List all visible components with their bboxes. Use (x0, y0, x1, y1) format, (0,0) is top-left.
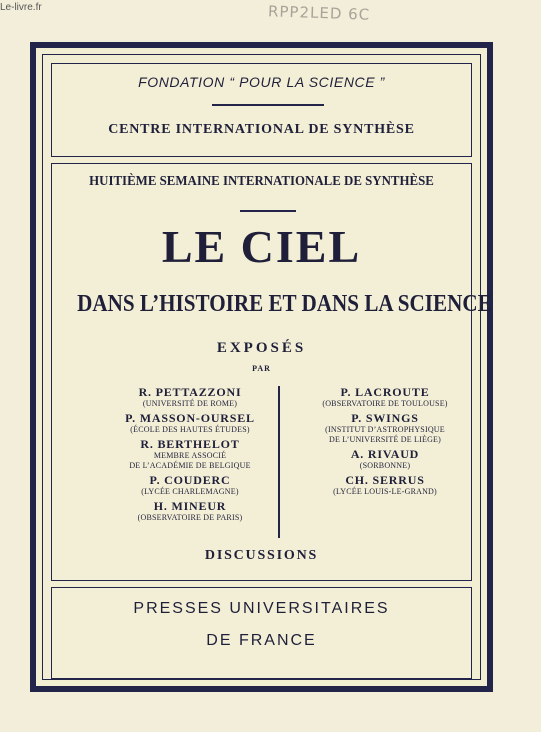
author-affiliation: MEMBRE ASSOCIÉ (153, 451, 227, 460)
author-name: P. LACROUTE (340, 385, 430, 399)
pencil-note: RPP2LED 6C (267, 2, 371, 24)
exposes-label: EXPOSÉS (216, 340, 307, 356)
author-name: R. BERTHELOT (140, 437, 240, 451)
author-affiliation: (UNIVERSITÉ DE ROME) (142, 399, 238, 408)
author-affiliation: (LYCÉE CHARLEMAGNE) (141, 487, 239, 496)
author-name: P. COUDERC (149, 473, 231, 487)
author-affiliation: (OBSERVATOIRE DE PARIS) (137, 513, 243, 522)
author-affiliation: (SORBONNE) (359, 461, 411, 470)
author-affiliation: DE L’ACADÉMIE DE BELGIQUE (129, 461, 251, 470)
fondation-label: FONDATION “ POUR LA SCIENCE ” (138, 74, 385, 90)
author-name: P. SWINGS (351, 411, 419, 425)
main-panel (51, 163, 492, 581)
column-divider (278, 386, 280, 538)
author-affiliation: (OBSERVATOIRE DE TOULOUSE) (322, 399, 448, 408)
edition-label: HUITIÈME SEMAINE INTERNATIONALE DE SYNTHÈSE (89, 174, 434, 189)
book-cover (30, 42, 493, 692)
title-rule (240, 210, 296, 212)
inner-frame (42, 54, 492, 680)
header-panel (51, 63, 472, 157)
book-title: LE CIEL (161, 221, 362, 272)
book-subtitle: DANS L’HISTOIRE ET DANS LA SCIENCE (77, 291, 492, 317)
author-affiliation: (ÉCOLE DES HAUTES ÉTUDES) (130, 425, 250, 434)
author-name: H. MINEUR (153, 499, 227, 513)
header-rule (212, 104, 324, 106)
author-name: A. RIVAUD (350, 447, 420, 461)
discussions-label: DISCUSSIONS (204, 548, 319, 563)
publisher-line-1: PRESSES UNIVERSITAIRES (133, 600, 390, 617)
author-name: CH. SERRUS (345, 473, 425, 487)
authors-right (310, 386, 460, 500)
authors-left (102, 386, 278, 526)
par-label: PAR (252, 364, 271, 373)
author-name: R. PETTAZZONI (138, 385, 242, 399)
publisher-panel (51, 587, 472, 679)
publisher-line-2: DE FRANCE (206, 632, 317, 649)
author-affiliation: (INSTITUT D’ASTROPHYSIQUE (325, 425, 445, 434)
author-name: P. MASSON-OURSEL (125, 411, 255, 425)
watermark: Le-livre.fr (0, 2, 42, 13)
author-affiliation: (LYCÉE LOUIS-LE-GRAND) (333, 487, 437, 496)
author-affiliation: DE L’UNIVERSITÉ DE LIÈGE) (328, 435, 441, 444)
centre-label: CENTRE INTERNATIONAL DE SYNTHÈSE (108, 122, 415, 137)
